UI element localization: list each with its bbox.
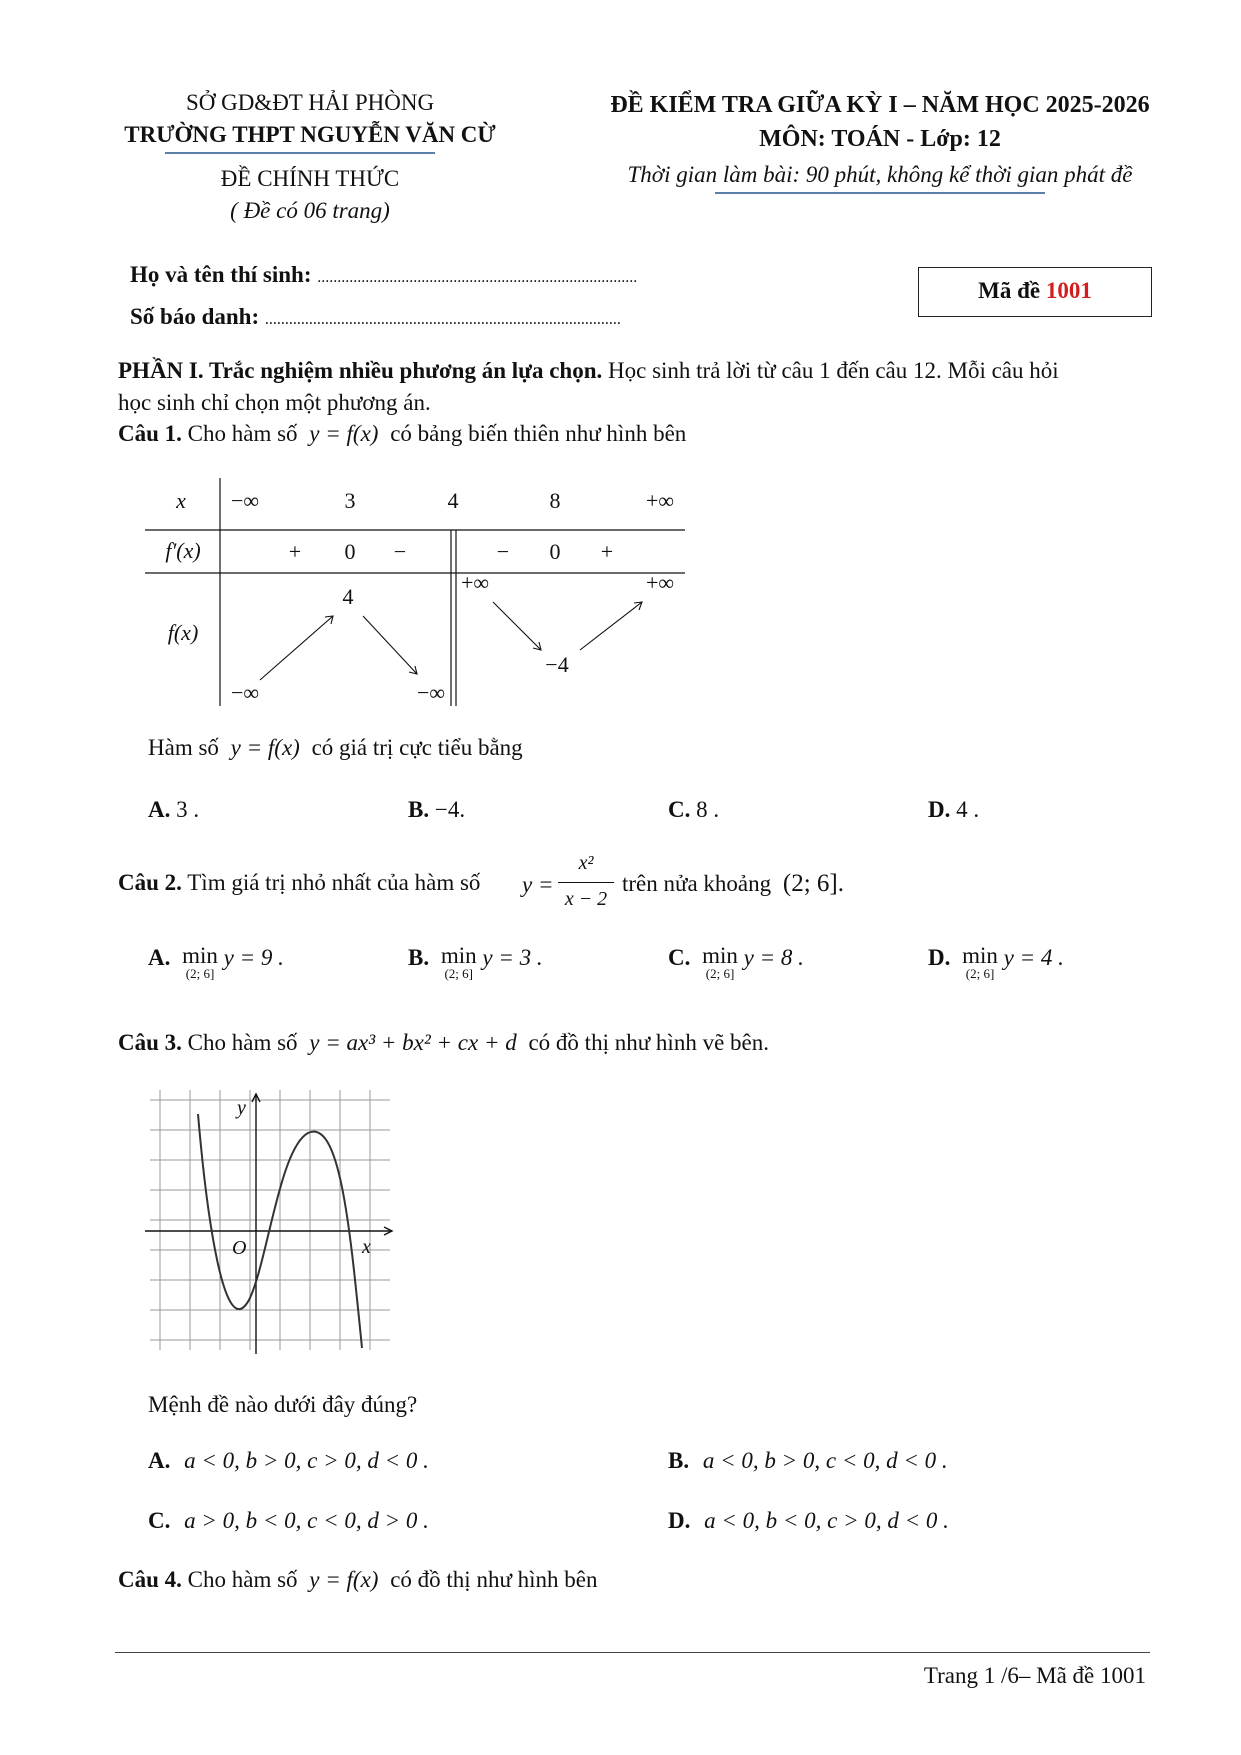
vt-f-pos-inf-2: +∞ [645,570,675,595]
q2-option-d-expr: y = 4 . [1003,945,1064,970]
question-4 [118,1567,598,1593]
q2-denominator: x − 2 [564,888,608,910]
q2-option-d-min-sub: (2; 6] [965,966,995,981]
q2-option-b-min-word: min [440,943,477,968]
q2-option-a[interactable] [148,945,284,981]
vt-sign-5: 0 [549,539,561,564]
variation-table [145,478,690,710]
q2-numerator: x² [578,852,594,874]
part1-title: PHẦN I. Trắc nghiệm nhiều phương án lựa chọn. [118,358,603,383]
vt-x-pos-inf: +∞ [645,488,675,513]
vt-fp-label: f′(x) [165,538,201,563]
exam-title: ĐỀ KIỂM TRA GIỮA KỲ I – NĂM HỌC 2025-2026 [610,92,1150,118]
q1-question-math: y = f(x) [230,735,300,760]
student-name-label: Họ và tên thí sinh: [130,262,312,287]
q2-interval: (2; 6]. [782,870,844,897]
vt-arrow-3 [493,602,541,650]
q2-option-a-min [182,945,218,981]
vt-arrow-2 [363,616,417,674]
q2-option-a-min-sub: (2; 6] [185,966,215,981]
q3-origin-label: O [232,1237,247,1259]
q3-text-a: Cho hàm số [187,1030,298,1055]
q3-option-d-letter: D. [668,1508,691,1533]
q3-option-b-letter: B. [668,1448,690,1473]
q1-question-a: Hàm số [148,735,219,760]
school-name: TRƯỜNG THPT NGUYỄN VĂN CỪ [124,122,496,147]
q3-option-c-letter: C. [148,1508,171,1533]
q3-graph [140,1088,400,1358]
vt-f-label: f(x) [167,620,199,645]
q1-label: Câu 1. [118,421,182,446]
q1-question-b: có giá trị cực tiểu bằng [311,735,523,760]
exam-code-box [918,267,1152,317]
part1-intro-text: Học sinh trả lời từ câu 1 đến câu 12. Mỗi câu hỏi [602,358,1059,383]
vt-sign-6: + [600,539,614,564]
q3-grid [150,1090,390,1350]
q2-option-b-min [441,945,477,981]
part1-intro [118,358,1059,384]
part1-intro-line2: học sinh chỉ chọn một phương án. [118,390,431,415]
vt-f-pos-inf-1: +∞ [460,570,490,595]
q2-option-b-expr: y = 3 . [482,945,543,970]
student-name-dots: ................................................................................ [317,269,638,286]
title-underline [715,192,1045,194]
q1-option-a[interactable] [148,797,199,823]
q3-option-b-value: a < 0, b > 0, c < 0, d < 0 . [702,1448,948,1473]
q3-option-a-letter: A. [148,1448,171,1473]
q1-text-b: có bảng biến thiên như hình bên [390,421,687,446]
vt-x-8: 8 [549,488,561,513]
vt-f-max: 4 [342,584,354,609]
q3-question: Mệnh đề nào dưới đây đúng? [148,1392,418,1417]
vt-sign-4: − [496,539,510,564]
q2-y-eq: y = [522,872,554,897]
question-2 [118,870,480,896]
q3-option-c[interactable] [148,1508,429,1534]
question-1 [118,421,686,447]
student-id-row [130,304,621,330]
q2-option-a-min-word: min [182,943,218,968]
q4-label: Câu 4. [118,1567,182,1592]
q1-option-c-letter: C. [668,797,691,822]
q3-label: Câu 3. [118,1030,182,1055]
q2-option-c-letter: C. [668,945,691,970]
q3-option-a[interactable] [148,1448,429,1474]
q3-math: y = ax³ + bx² + cx + d [309,1030,517,1055]
vt-arrow-4 [580,602,642,650]
q2-option-a-letter: A. [148,945,171,970]
question-3 [118,1030,769,1056]
q4-text-b: có đồ thị như hình bên [390,1567,598,1592]
q2-option-a-expr: y = 9 . [223,945,284,970]
q2-option-c-min-word: min [702,943,738,968]
vt-x-neg-inf: −∞ [230,488,260,513]
q2-text-b: trên nửa khoảng [622,871,772,896]
q3-option-b[interactable] [668,1448,948,1474]
footer-page: Trang 1 /6– Mã đề 1001 [923,1663,1146,1688]
q1-option-d-value: 4 . [956,797,980,822]
exam-code-label: Mã đề [978,278,1041,303]
q3-option-c-value: a > 0, b < 0, c < 0, d > 0 . [184,1508,429,1533]
footer-rule [115,1652,1150,1653]
q2-option-c[interactable] [668,945,804,981]
q3-x-label: x [362,1236,371,1258]
q2-option-c-min [702,945,738,981]
official-label: ĐỀ CHÍNH THỨC [220,166,400,191]
q3-option-d-value: a < 0, b < 0, c > 0, d < 0 . [704,1508,949,1533]
vt-f-neg-inf-2: −∞ [416,680,446,705]
q2-option-d-min-word: min [962,943,998,968]
q1-text-a: Cho hàm số [187,421,298,446]
q2-option-d[interactable] [928,945,1064,981]
q2-option-c-min-sub: (2; 6] [705,966,735,981]
q3-option-d[interactable] [668,1508,949,1534]
time-note: Thời gian làm bài: 90 phút, không kể thời gian phát đề [627,162,1133,187]
student-name-row [130,262,637,288]
q3-text-b: có đồ thị như hình vẽ bên. [528,1030,769,1055]
subject-line: MÔN: TOÁN - Lớp: 12 [759,126,1001,152]
q3-y-label: y [237,1097,246,1119]
q2-option-b-min-sub: (2; 6] [444,966,473,981]
q2-option-d-letter: D. [928,945,951,970]
student-id-label: Số báo danh: [130,304,260,329]
q4-text-a: Cho hàm số [187,1567,298,1592]
student-id-dots: ......................................................................................... [264,311,621,328]
q1-option-c[interactable] [668,797,719,823]
q2-text-a: Tìm giá trị nhỏ nhất của hàm số [187,870,481,895]
q1-option-a-value: 3 . [176,797,200,822]
q1-option-c-value: 8 . [696,797,720,822]
q2-option-d-min [962,945,998,981]
q1-option-b-value: −4. [434,797,466,822]
vt-sign-1: + [288,539,302,564]
q1-question [148,735,523,761]
q2-tail [622,870,844,898]
q1-option-b-letter: B. [408,797,430,822]
page-count-note: ( Đề có 06 trang) [230,198,390,223]
q1-option-d-letter: D. [928,797,951,822]
q2-option-b-letter: B. [408,945,430,970]
q1-math: y = f(x) [309,421,379,446]
vt-sign-2: 0 [344,539,356,564]
vt-sign-3: − [393,539,407,564]
q2-option-b[interactable] [408,945,543,981]
vt-f-neg-inf-1: −∞ [230,680,260,705]
vt-f-min: −4 [545,652,569,677]
vt-x-3: 3 [344,488,356,513]
vt-x-label: x [176,488,186,513]
q1-option-b[interactable] [408,797,465,823]
q2-fraction-bar [558,882,614,883]
vt-arrow-1 [260,616,333,680]
q4-math: y = f(x) [309,1567,379,1592]
school-underline [165,152,435,154]
q1-option-d[interactable] [928,797,979,823]
exam-code-value: 1001 [1045,278,1092,303]
department-name: SỞ GD&ĐT HẢI PHÒNG [185,90,435,115]
q1-option-a-letter: A. [148,797,171,822]
q3-option-a-value: a < 0, b > 0, c > 0, d < 0 . [184,1448,429,1473]
q2-option-c-expr: y = 8 . [743,945,804,970]
vt-x-4: 4 [447,488,459,513]
q2-label: Câu 2. [118,870,182,895]
